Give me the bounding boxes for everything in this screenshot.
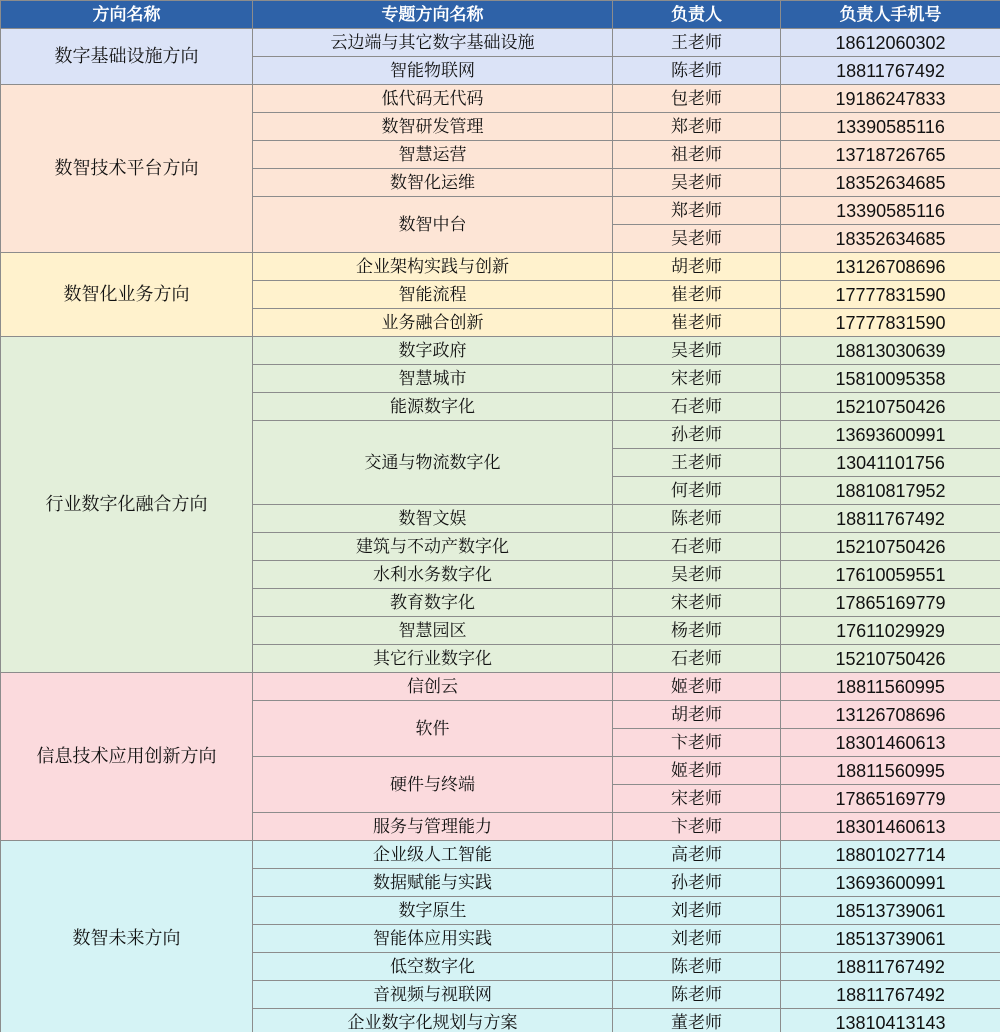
phone-cell: 18301460613 [781, 813, 1000, 841]
phone-cell: 18810817952 [781, 477, 1000, 505]
topic-cell: 信创云 [253, 673, 613, 701]
person-cell: 姬老师 [613, 757, 781, 785]
topic-cell: 硬件与终端 [253, 757, 613, 813]
phone-cell: 18801027714 [781, 841, 1000, 869]
person-cell: 宋老师 [613, 785, 781, 813]
phone-cell: 18813030639 [781, 337, 1000, 365]
direction-cell: 信息技术应用创新方向 [1, 673, 253, 841]
topic-cell: 数智中台 [253, 197, 613, 253]
phone-cell: 18513739061 [781, 897, 1000, 925]
topic-cell: 企业架构实践与创新 [253, 253, 613, 281]
topic-cell: 业务融合创新 [253, 309, 613, 337]
topic-cell: 智能体应用实践 [253, 925, 613, 953]
topic-cell: 数字原生 [253, 897, 613, 925]
phone-cell: 18612060302 [781, 29, 1000, 57]
phone-cell: 15210750426 [781, 533, 1000, 561]
phone-cell: 18811560995 [781, 757, 1000, 785]
phone-cell: 13126708696 [781, 253, 1000, 281]
person-cell: 石老师 [613, 393, 781, 421]
person-cell: 包老师 [613, 85, 781, 113]
phone-cell: 18811560995 [781, 673, 1000, 701]
person-cell: 宋老师 [613, 365, 781, 393]
header-direction: 方向名称 [1, 1, 253, 29]
topic-cell: 数智文娱 [253, 505, 613, 533]
phone-cell: 19186247833 [781, 85, 1000, 113]
topic-cell: 交通与物流数字化 [253, 421, 613, 505]
topic-cell: 智慧园区 [253, 617, 613, 645]
direction-cell: 数智技术平台方向 [1, 85, 253, 253]
phone-cell: 17777831590 [781, 281, 1000, 309]
person-cell: 吴老师 [613, 337, 781, 365]
topic-cell: 建筑与不动产数字化 [253, 533, 613, 561]
topic-cell: 智能流程 [253, 281, 613, 309]
table-row [1, 337, 1000, 365]
topic-cell: 数字政府 [253, 337, 613, 365]
person-cell: 石老师 [613, 645, 781, 673]
topic-cell: 低代码无代码 [253, 85, 613, 113]
person-cell: 吴老师 [613, 561, 781, 589]
phone-cell: 15210750426 [781, 645, 1000, 673]
direction-cell: 数智未来方向 [1, 841, 253, 1032]
person-cell: 崔老师 [613, 281, 781, 309]
topic-cell: 云边端与其它数字基础设施 [253, 29, 613, 57]
person-cell: 胡老师 [613, 701, 781, 729]
phone-cell: 18352634685 [781, 169, 1000, 197]
direction-cell: 数字基础设施方向 [1, 29, 253, 85]
phone-cell: 13390585116 [781, 197, 1000, 225]
phone-cell: 17611029929 [781, 617, 1000, 645]
topic-cell: 水利水务数字化 [253, 561, 613, 589]
person-cell: 郑老师 [613, 197, 781, 225]
phone-cell: 17777831590 [781, 309, 1000, 337]
table-row [1, 85, 1000, 113]
phone-cell: 13041101756 [781, 449, 1000, 477]
topic-cell: 数据赋能与实践 [253, 869, 613, 897]
topic-cell: 能源数字化 [253, 393, 613, 421]
phone-cell: 18811767492 [781, 953, 1000, 981]
phone-cell: 18811767492 [781, 57, 1000, 85]
topic-cell: 企业数字化规划与方案 [253, 1009, 613, 1032]
topic-cell: 音视频与视联网 [253, 981, 613, 1009]
person-cell: 高老师 [613, 841, 781, 869]
phone-cell: 13693600991 [781, 421, 1000, 449]
phone-cell: 15810095358 [781, 365, 1000, 393]
topic-cell: 服务与管理能力 [253, 813, 613, 841]
person-cell: 姬老师 [613, 673, 781, 701]
direction-cell: 行业数字化融合方向 [1, 337, 253, 673]
person-cell: 王老师 [613, 29, 781, 57]
phone-cell: 17610059551 [781, 561, 1000, 589]
person-cell: 吴老师 [613, 169, 781, 197]
person-cell: 卞老师 [613, 729, 781, 757]
person-cell: 何老师 [613, 477, 781, 505]
phone-cell: 18513739061 [781, 925, 1000, 953]
table-body [1, 29, 1000, 1032]
person-cell: 宋老师 [613, 589, 781, 617]
person-cell: 崔老师 [613, 309, 781, 337]
topic-cell: 智慧城市 [253, 365, 613, 393]
phone-cell: 13810413143 [781, 1009, 1000, 1032]
topic-cell: 企业级人工智能 [253, 841, 613, 869]
person-cell: 刘老师 [613, 897, 781, 925]
topic-cell: 软件 [253, 701, 613, 757]
person-cell: 王老师 [613, 449, 781, 477]
topic-cell: 智能物联网 [253, 57, 613, 85]
phone-cell: 17865169779 [781, 785, 1000, 813]
table-row [1, 673, 1000, 701]
person-cell: 陈老师 [613, 953, 781, 981]
topic-cell: 其它行业数字化 [253, 645, 613, 673]
person-cell: 刘老师 [613, 925, 781, 953]
person-cell: 卞老师 [613, 813, 781, 841]
phone-cell: 18811767492 [781, 505, 1000, 533]
person-cell: 孙老师 [613, 869, 781, 897]
person-cell: 郑老师 [613, 113, 781, 141]
phone-cell: 18352634685 [781, 225, 1000, 253]
topic-cell: 数智化运维 [253, 169, 613, 197]
header-row [1, 1, 1000, 29]
person-cell: 陈老师 [613, 505, 781, 533]
table-row [1, 29, 1000, 57]
topic-cell: 数智研发管理 [253, 113, 613, 141]
phone-cell: 13718726765 [781, 141, 1000, 169]
person-cell: 孙老师 [613, 421, 781, 449]
header-phone: 负责人手机号 [781, 1, 1000, 29]
person-cell: 杨老师 [613, 617, 781, 645]
direction-cell: 数智化业务方向 [1, 253, 253, 337]
person-cell: 董老师 [613, 1009, 781, 1032]
topic-cell: 教育数字化 [253, 589, 613, 617]
phone-cell: 18301460613 [781, 729, 1000, 757]
person-cell: 陈老师 [613, 981, 781, 1009]
person-cell: 石老师 [613, 533, 781, 561]
phone-cell: 13693600991 [781, 869, 1000, 897]
table-row [1, 253, 1000, 281]
table-header [1, 1, 1000, 29]
person-cell: 陈老师 [613, 57, 781, 85]
table-row [1, 841, 1000, 869]
phone-cell: 15210750426 [781, 393, 1000, 421]
person-cell: 吴老师 [613, 225, 781, 253]
header-topic: 专题方向名称 [253, 1, 613, 29]
phone-cell: 13126708696 [781, 701, 1000, 729]
phone-cell: 17865169779 [781, 589, 1000, 617]
header-person: 负责人 [613, 1, 781, 29]
topic-cell: 低空数字化 [253, 953, 613, 981]
topic-cell: 智慧运营 [253, 141, 613, 169]
person-cell: 胡老师 [613, 253, 781, 281]
phone-cell: 18811767492 [781, 981, 1000, 1009]
phone-cell: 13390585116 [781, 113, 1000, 141]
person-cell: 祖老师 [613, 141, 781, 169]
